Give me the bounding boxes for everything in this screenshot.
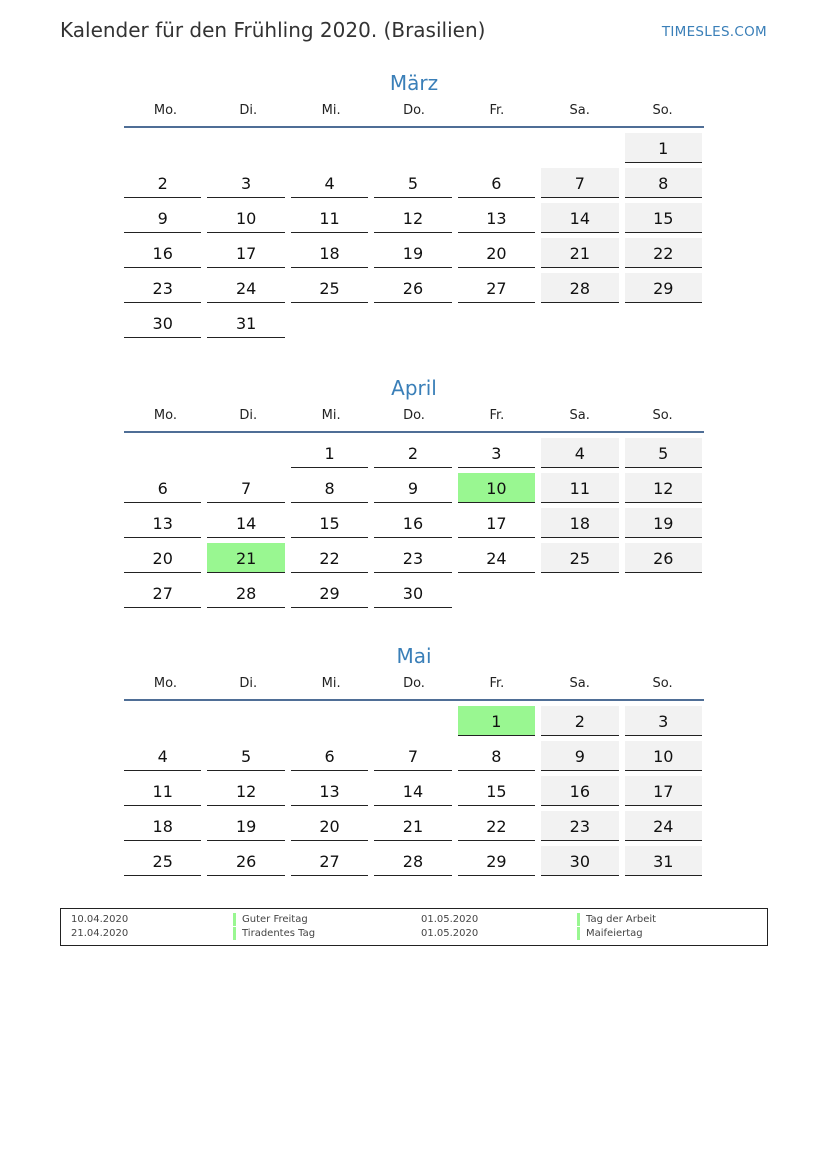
day-cell[interactable]: 28 bbox=[374, 846, 451, 876]
empty-cell bbox=[207, 438, 284, 468]
month-maerz bbox=[124, 68, 704, 338]
day-cell[interactable]: 6 bbox=[458, 168, 535, 198]
day-cell[interactable]: 11 bbox=[291, 203, 368, 233]
weekday-label: Sa. bbox=[569, 408, 590, 423]
day-cell[interactable]: 5 bbox=[374, 168, 451, 198]
legend-holiday-name: Guter Freitag bbox=[233, 913, 308, 926]
day-cell[interactable]: 23 bbox=[124, 273, 201, 303]
day-cell[interactable]: 7 bbox=[207, 473, 284, 503]
weekend-day-cell[interactable]: 4 bbox=[541, 438, 618, 468]
day-cell[interactable]: 13 bbox=[458, 203, 535, 233]
weekend-day-cell[interactable]: 17 bbox=[625, 776, 702, 806]
weekday-label: Di. bbox=[239, 408, 258, 423]
month-title: April bbox=[391, 376, 437, 400]
day-cell[interactable]: 2 bbox=[124, 168, 201, 198]
weekday-label: So. bbox=[652, 103, 673, 118]
weekday-label: Sa. bbox=[569, 103, 590, 118]
day-cell[interactable]: 20 bbox=[458, 238, 535, 268]
day-cell[interactable]: 26 bbox=[374, 273, 451, 303]
month-title: Mai bbox=[396, 644, 432, 668]
day-cell[interactable]: 29 bbox=[291, 578, 368, 608]
day-cell[interactable]: 19 bbox=[207, 811, 284, 841]
weekend-day-cell[interactable]: 24 bbox=[625, 811, 702, 841]
weekend-day-cell[interactable]: 8 bbox=[625, 168, 702, 198]
legend-date: 01.05.2020 bbox=[421, 928, 479, 939]
weekday-label: Do. bbox=[403, 676, 425, 691]
day-grid bbox=[124, 438, 704, 608]
weekday-label: Fr. bbox=[489, 408, 505, 423]
weekday-header bbox=[124, 100, 704, 126]
empty-cell bbox=[207, 706, 284, 736]
header-divider bbox=[124, 431, 704, 433]
empty-cell bbox=[374, 133, 451, 163]
day-cell[interactable]: 14 bbox=[374, 776, 451, 806]
weekend-day-cell[interactable]: 22 bbox=[625, 238, 702, 268]
empty-cell bbox=[124, 133, 201, 163]
weekday-label: Fr. bbox=[489, 676, 505, 691]
day-cell[interactable]: 14 bbox=[207, 508, 284, 538]
weekday-label: Do. bbox=[403, 103, 425, 118]
day-cell[interactable]: 6 bbox=[124, 473, 201, 503]
weekend-day-cell[interactable]: 14 bbox=[541, 203, 618, 233]
day-cell[interactable]: 9 bbox=[374, 473, 451, 503]
day-cell[interactable]: 16 bbox=[374, 508, 451, 538]
day-cell[interactable]: 4 bbox=[124, 741, 201, 771]
weekend-day-cell[interactable]: 18 bbox=[541, 508, 618, 538]
day-cell[interactable]: 21 bbox=[374, 811, 451, 841]
day-grid bbox=[124, 706, 704, 876]
weekend-day-cell[interactable]: 7 bbox=[541, 168, 618, 198]
weekend-day-cell[interactable]: 21 bbox=[541, 238, 618, 268]
day-cell[interactable]: 18 bbox=[124, 811, 201, 841]
legend-holiday-name: Tag der Arbeit bbox=[577, 913, 656, 926]
empty-cell bbox=[458, 133, 535, 163]
weekend-day-cell[interactable]: 28 bbox=[541, 273, 618, 303]
weekday-label: Mo. bbox=[153, 408, 177, 423]
weekend-day-cell[interactable]: 29 bbox=[625, 273, 702, 303]
day-cell[interactable]: 30 bbox=[124, 308, 201, 338]
weekday-label: So. bbox=[652, 408, 673, 423]
legend-row bbox=[61, 927, 767, 940]
weekend-day-cell[interactable]: 31 bbox=[625, 846, 702, 876]
weekday-label: Sa. bbox=[569, 676, 590, 691]
weekend-day-cell[interactable]: 30 bbox=[541, 846, 618, 876]
day-cell[interactable]: 9 bbox=[124, 203, 201, 233]
weekend-day-cell[interactable]: 23 bbox=[541, 811, 618, 841]
brand-logo[interactable]: TIMESLES.COM bbox=[661, 24, 767, 40]
weekend-day-cell[interactable]: 2 bbox=[541, 706, 618, 736]
day-cell[interactable]: 25 bbox=[124, 846, 201, 876]
weekday-header bbox=[124, 405, 704, 431]
weekend-day-cell[interactable]: 16 bbox=[541, 776, 618, 806]
month-mai bbox=[124, 641, 704, 876]
day-cell[interactable]: 25 bbox=[291, 273, 368, 303]
empty-cell bbox=[207, 133, 284, 163]
legend-date: 01.05.2020 bbox=[421, 914, 479, 925]
weekend-day-cell[interactable]: 26 bbox=[625, 543, 702, 573]
day-cell[interactable]: 27 bbox=[124, 578, 201, 608]
weekday-label: Mo. bbox=[153, 676, 177, 691]
day-cell[interactable]: 16 bbox=[124, 238, 201, 268]
weekend-day-cell[interactable]: 10 bbox=[625, 741, 702, 771]
day-cell[interactable]: 17 bbox=[207, 238, 284, 268]
weekend-day-cell[interactable]: 11 bbox=[541, 473, 618, 503]
day-cell[interactable]: 6 bbox=[291, 741, 368, 771]
day-cell[interactable]: 24 bbox=[458, 543, 535, 573]
weekday-label: Fr. bbox=[489, 103, 505, 118]
day-cell[interactable]: 17 bbox=[458, 508, 535, 538]
empty-cell bbox=[374, 706, 451, 736]
day-cell[interactable]: 29 bbox=[458, 846, 535, 876]
day-cell[interactable]: 22 bbox=[291, 543, 368, 573]
day-cell[interactable]: 3 bbox=[458, 438, 535, 468]
day-cell[interactable]: 7 bbox=[374, 741, 451, 771]
day-cell[interactable]: 4 bbox=[291, 168, 368, 198]
weekday-label: Di. bbox=[239, 676, 258, 691]
day-cell[interactable]: 24 bbox=[207, 273, 284, 303]
empty-cell bbox=[291, 706, 368, 736]
day-cell[interactable]: 27 bbox=[458, 273, 535, 303]
day-grid bbox=[124, 133, 704, 338]
day-cell[interactable]: 12 bbox=[374, 203, 451, 233]
weekend-day-cell[interactable]: 1 bbox=[625, 133, 702, 163]
day-cell[interactable]: 20 bbox=[291, 811, 368, 841]
weekend-day-cell[interactable]: 12 bbox=[625, 473, 702, 503]
day-cell[interactable]: 22 bbox=[458, 811, 535, 841]
weekday-label: Mi. bbox=[321, 103, 341, 118]
legend-row bbox=[61, 913, 767, 926]
legend-holiday-name: Tiradentes Tag bbox=[233, 927, 315, 940]
day-cell[interactable]: 2 bbox=[374, 438, 451, 468]
day-cell[interactable]: 13 bbox=[124, 508, 201, 538]
month-april bbox=[124, 373, 704, 608]
empty-cell bbox=[124, 438, 201, 468]
day-cell[interactable]: 1 bbox=[291, 438, 368, 468]
weekend-day-cell[interactable]: 5 bbox=[625, 438, 702, 468]
day-cell[interactable]: 19 bbox=[374, 238, 451, 268]
month-title: März bbox=[389, 71, 439, 95]
weekend-day-cell[interactable]: 9 bbox=[541, 741, 618, 771]
holiday-legend bbox=[60, 908, 768, 946]
day-cell[interactable]: 3 bbox=[207, 168, 284, 198]
day-cell[interactable]: 11 bbox=[124, 776, 201, 806]
day-cell[interactable]: 15 bbox=[458, 776, 535, 806]
day-cell[interactable]: 18 bbox=[291, 238, 368, 268]
day-cell[interactable]: 23 bbox=[374, 543, 451, 573]
weekday-label: Mi. bbox=[321, 408, 341, 423]
empty-cell bbox=[541, 133, 618, 163]
weekday-header bbox=[124, 673, 704, 699]
legend-holiday-name: Maifeiertag bbox=[577, 927, 643, 940]
day-cell[interactable]: 15 bbox=[291, 508, 368, 538]
day-cell[interactable]: 10 bbox=[207, 203, 284, 233]
weekday-label: Di. bbox=[239, 103, 258, 118]
header-divider bbox=[124, 126, 704, 128]
weekday-label: So. bbox=[652, 676, 673, 691]
day-cell[interactable]: 26 bbox=[207, 846, 284, 876]
weekday-label: Mi. bbox=[321, 676, 341, 691]
weekend-day-cell[interactable]: 19 bbox=[625, 508, 702, 538]
day-cell[interactable]: 27 bbox=[291, 846, 368, 876]
day-cell[interactable]: 5 bbox=[207, 741, 284, 771]
empty-cell bbox=[291, 133, 368, 163]
day-cell[interactable]: 20 bbox=[124, 543, 201, 573]
legend-date: 21.04.2020 bbox=[71, 928, 129, 939]
weekday-label: Do. bbox=[403, 408, 425, 423]
page-title: Kalender für den Frühling 2020. (Brasilien) bbox=[60, 18, 486, 42]
day-cell[interactable]: 12 bbox=[207, 776, 284, 806]
day-cell[interactable]: 13 bbox=[291, 776, 368, 806]
header-divider bbox=[124, 699, 704, 701]
day-cell[interactable]: 31 bbox=[207, 308, 284, 338]
weekend-day-cell[interactable]: 3 bbox=[625, 706, 702, 736]
day-cell[interactable]: 30 bbox=[374, 578, 451, 608]
weekend-day-cell[interactable]: 15 bbox=[625, 203, 702, 233]
day-cell[interactable]: 28 bbox=[207, 578, 284, 608]
weekday-label: Mo. bbox=[153, 103, 177, 118]
weekend-day-cell[interactable]: 25 bbox=[541, 543, 618, 573]
legend-date: 10.04.2020 bbox=[71, 914, 129, 925]
day-cell[interactable]: 8 bbox=[291, 473, 368, 503]
day-cell[interactable]: 8 bbox=[458, 741, 535, 771]
holiday-day-cell[interactable]: 1 bbox=[458, 706, 535, 736]
holiday-day-cell[interactable]: 10 bbox=[458, 473, 535, 503]
holiday-day-cell[interactable]: 21 bbox=[207, 543, 284, 573]
empty-cell bbox=[124, 706, 201, 736]
